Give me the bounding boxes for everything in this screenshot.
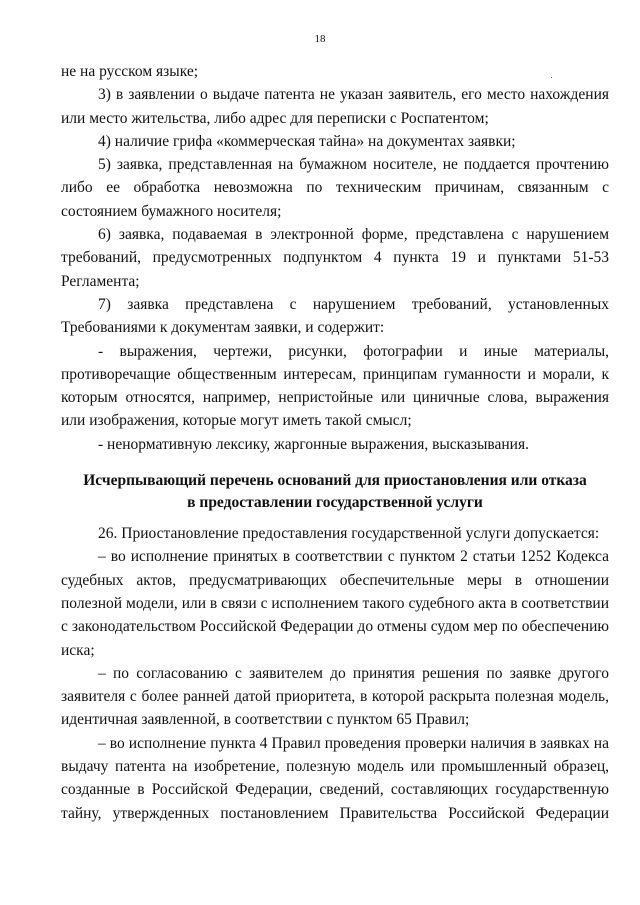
- paragraph: - выражения, чертежи, рисунки, фотографии и иные материалы, противоречащие общественным интересам, принципам гуманности и морали, к которым относятся, например, непристойные или циничные слова, выражения или изображения, которые могут иметь такой смысл;: [61, 342, 609, 430]
- paragraph: 3) в заявлении о выдаче патента не указан заявитель, его место нахождения или место жительства, либо адрес для переписки с Роспатентом;: [61, 86, 609, 127]
- paragraph: 5) заявка, представленная на бумажном носителе, не поддается прочтению либо ее обработка невозможна по техническим причинам, связанным с состоянием бумажного носителя;: [61, 156, 609, 220]
- paragraph: 7) заявка представлена с нарушением требований, установленных Требованиями к документам заявки, и содержит:: [61, 295, 609, 337]
- document-body: [61, 60, 609, 825]
- paragraph: 4) наличие грифа «коммерческая тайна» на документах заявки;: [98, 132, 516, 150]
- paragraph: - ненормативную лексику, жаргонные выражения, высказывания.: [98, 435, 529, 453]
- paragraph: – во исполнение пункта 4 Правил проведения проверки наличия в заявках на выдачу патента на изобретение, полезную модель или промышленный образец, созданные в Российской Федерации, сведений, составляющих государственную тайну, утвержденных постановлением Правительства Российской Федерации: [61, 734, 609, 822]
- paragraph: не на русском языке;: [61, 63, 199, 80]
- section-heading-line: в предоставлении государственной услуги: [187, 494, 483, 512]
- paragraph: 26. Приостановление предоставления государственной услуги допускается:: [98, 525, 600, 543]
- page-number: 18: [314, 33, 326, 45]
- section-heading: [61, 470, 609, 514]
- paragraph: – по согласованию с заявителем до принятия решения по заявке другого заявителя с более ранней датой приоритета, в которой раскрыта полезная модель, идентичная заявленной, в соответствии с пунктом 65 Правил;: [61, 664, 609, 729]
- paragraph: 6) заявка, подаваемая в электронной форме, представлена с нарушением требований, предусмотренных подпунктом 4 пункта 19 и пунктами 51-53 Регламента;: [61, 226, 609, 290]
- section-heading-line: Исчерпывающий перечень оснований для приостановления или отказа: [83, 472, 587, 490]
- paragraph: – во исполнение принятых в соответствии с пунктом 2 статьи 1252 Кодекса судебных актов, предусматривающих обеспечительные меры в отношении полезной модели, или в связи с исполнением такого судебного акта в соответствии с законодательством Российской Федерации до отмены судом мер по обеспечению иска;: [61, 548, 609, 659]
